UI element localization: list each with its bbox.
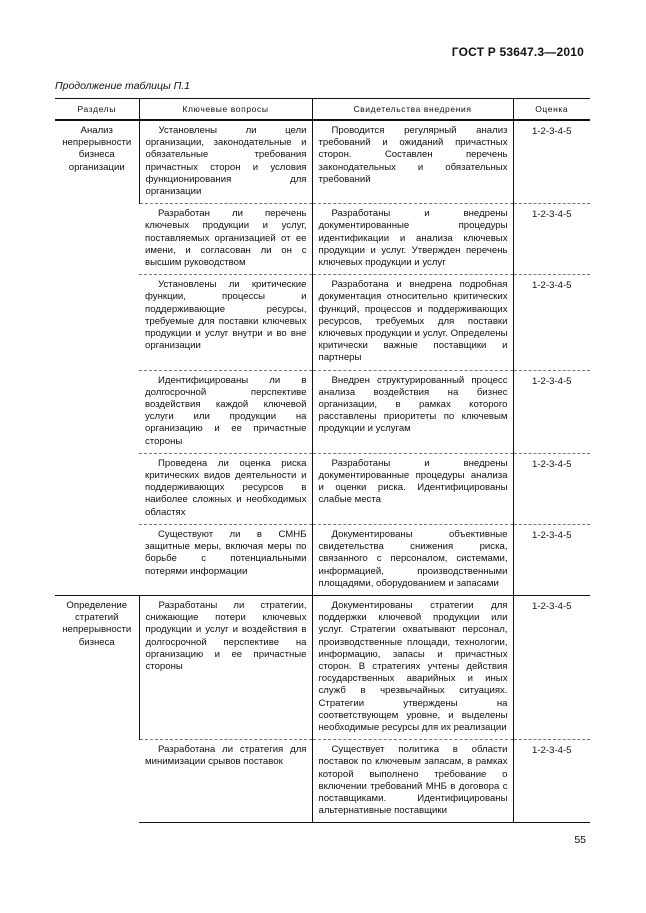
section-cell: Определение стратегий непрерывности бизнеса xyxy=(55,595,139,822)
question-cell: Идентифицированы ли в долгосрочной перспективе воздействия каждой ключевой услуги или продукции на организацию и ее причастные стороны xyxy=(139,370,312,453)
table-row xyxy=(55,595,590,739)
rating-cell: 1-2-3-4-5 xyxy=(513,740,590,823)
column-header-sections: Разделы xyxy=(55,99,139,121)
evidence-cell: Разработаны и внедрены документированные процедуры анализа и оценки риска. Идентифицированы слабые места xyxy=(312,453,513,524)
rating-cell: 1-2-3-4-5 xyxy=(513,595,590,739)
evidence-cell: Существует политика в области поставок по ключевым запасам, в рамках которой выполнено требование о включении требований МНБ в договора с поставщиками. Идентифицированы альтернативные поставщики xyxy=(312,740,513,823)
question-cell: Разработан ли перечень ключевых продукции и услуг, поставляемых организацией от ее имени, и согласован ли он с высшим руководством xyxy=(139,204,312,275)
evidence-cell: Разработаны и внедрены документированные процедуры идентификации и анализа ключевых продукции и услуг. Утвержден перечень ключевых продукции и услуг xyxy=(312,204,513,275)
rating-cell: 1-2-3-4-5 xyxy=(513,275,590,370)
question-cell: Установлены ли цели организации, законодательные и обязательные требования причастных сторон и условия функционирования для организации xyxy=(139,120,312,204)
section-cell: Анализ непрерывности бизнеса организации xyxy=(62,125,132,173)
table-row xyxy=(55,120,590,204)
rating-cell: 1-2-3-4-5 xyxy=(513,453,590,524)
question-cell: Существуют ли в СМНБ защитные меры, включая меры по борьбе с потенциальными потерями информации xyxy=(139,524,312,595)
column-header-rating: Оценка xyxy=(513,99,590,121)
question-cell: Разработана ли стратегия для минимизации срывов поставок xyxy=(139,740,312,823)
column-header-key-questions: Ключевые вопросы xyxy=(139,99,312,121)
rating-cell: 1-2-3-4-5 xyxy=(513,204,590,275)
question-cell: Проведена ли оценка риска критических видов деятельности и поддерживающих ресурсов в наиболее сложных и необходимых областях xyxy=(139,453,312,524)
question-cell: Установлены ли критические функции, процессы и поддерживающие ресурсы, требуемые для поставки ключевых продукции и услуг внутри и во вне организации xyxy=(139,275,312,370)
table-header-row xyxy=(55,99,590,121)
rating-cell: 1-2-3-4-5 xyxy=(513,120,590,204)
evidence-cell: Проводится регулярный анализ требований и ожиданий причастных сторон. Составлен перечень законодательных и обязательных требований xyxy=(312,120,513,204)
question-cell: Разработаны ли стратегии, снижающие потери ключевых продукции и услуг и воздействия в долгосрочной перспективе на организацию и ее причастные стороны xyxy=(139,595,312,739)
evidence-cell: Разработана и внедрена подробная документация относительно критических функций, процессов и поддерживающих ресурсов, требуемых для поставки ключевых продукции и услуг. Определены критически важные поставщики и партнеры xyxy=(312,275,513,370)
rating-cell: 1-2-3-4-5 xyxy=(513,370,590,453)
rating-cell: 1-2-3-4-5 xyxy=(513,524,590,595)
evidence-cell: Документированы объективные свидетельства снижения риска, связанного с персоналом, системами, информацией, производственными площадями, оборудованием и запасами xyxy=(312,524,513,595)
page-number: 55 xyxy=(574,834,586,846)
evidence-cell: Внедрен структурированный процесс анализа воздействия на бизнес организации, в рамках которого расставлены приоритеты по ключевым продукции и услугам xyxy=(312,370,513,453)
column-header-evidence: Свидетельства внедрения xyxy=(312,99,513,121)
table-caption: Продолжение таблицы П.1 xyxy=(55,80,190,92)
document-code: ГОСТ Р 53647.3—2010 xyxy=(451,45,584,59)
assessment-table xyxy=(55,98,590,823)
evidence-cell: Документированы стратегии для поддержки ключевой продукции или услуг. Стратегии охватывают персонал, производственные площади, технологии, информацию, запасы и причастных сторон. В стратегиях учтены действия государственных аварийных и иных служб в чрезвычайных ситуациях. Стратегии утверждены на соответствующем уровне, и выделены необходимые ресурсы для их реализации xyxy=(312,595,513,739)
